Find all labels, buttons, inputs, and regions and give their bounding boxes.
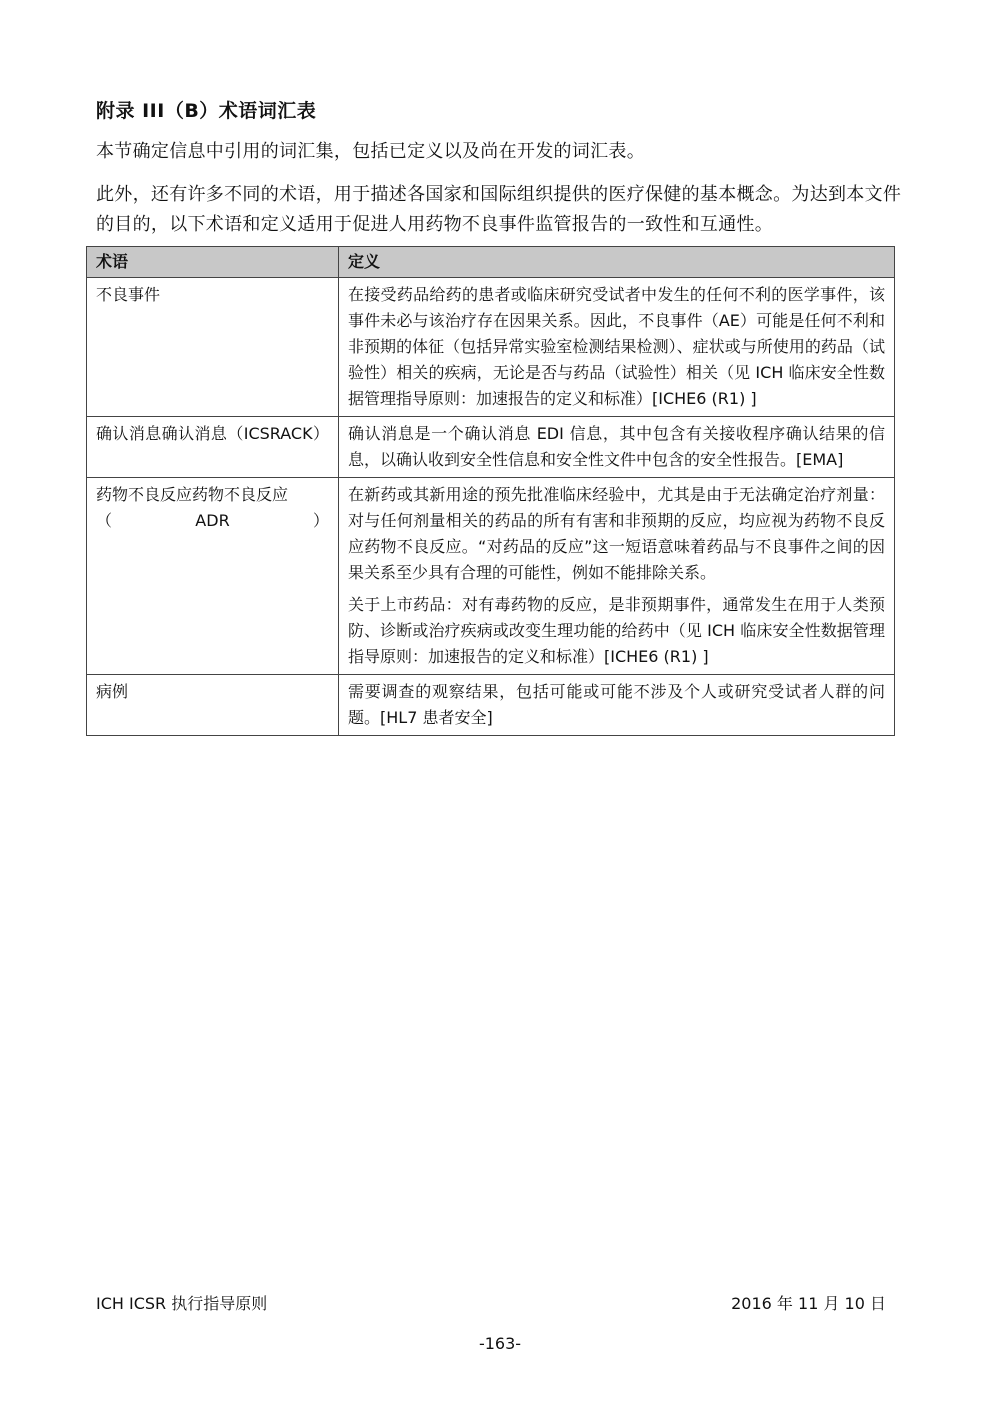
definition-text: 在新药或其新用途的预先批准临床经验中，尤其是由于无法确定治疗剂量：对与任何剂量相关的药品的所有有害和非预期的反应，均应视为药物不良反应药物不良反应。“对药品的反应”这一短语意味着药品与不良事件之间的因果关系至少具有合理的可能性，例如不能排除关系。 [348,485,885,582]
scope-paragraph: 此外，还有许多不同的术语，用于描述各国家和国际组织提供的医疗保健的基本概念。为达到本文件的目的，以下术语和定义适用于促进人用药物不良事件监管报告的一致性和互通性。 [96,184,902,235]
term-cell: 不良事件 [87,278,339,417]
definition-text: 关于上市药品：对有毒药物的反应，是非预期事件，通常发生在用于人类预防、诊断或治疗疾病或改变生理功能的给药中（见 ICH 临床安全性数据管理指导原则：加速报告的定义和标准）[ICHE6 (R1) ] [348,595,885,666]
definition-cell [339,278,895,417]
table-header-row [87,247,895,278]
header-definition: 定义 [339,247,895,278]
page-number: -163- [478,1334,522,1353]
section-heading: 附录 III（B）术语词汇表 [96,100,317,122]
footer-date: 2016 年 11 月 10 日 [731,1294,886,1313]
intro-paragraph: 本节确定信息中引用的词汇集，包括已定义以及尚在开发的词汇表。 [96,141,645,162]
definition-text: 需要调查的观察结果，包括可能或可能不涉及个人或研究受试者人群的问题。[HL7 患者安全] [348,682,885,727]
definition-cell [339,417,895,478]
header-term: 术语 [87,247,339,278]
table-row [87,417,895,478]
definition-cell [339,675,895,736]
definition-text: 在接受药品给药的患者或临床研究受试者中发生的任何不利的医学事件，该事件未必与该治疗存在因果关系。因此，不良事件（AE）可能是任何不利和非预期的体征（包括异常实验室检测结果检测）、症状或与所使用的药品（试验性）相关的疾病，无论是否与药品（试验性）相关（见 ICH 临床安全性数据管理指导原则：加速报告的定义和标准）[ICHE6 (R1) ] [348,285,885,408]
term-cell: 药物不良反应药物不良反应（ADR） [87,478,339,675]
term-cell: 确认消息确认消息（ICSRACK） [87,417,339,478]
glossary-table [86,246,895,736]
table-row [87,278,895,417]
table-row [87,675,895,736]
term-cell: 病例 [87,675,339,736]
definition-text: 确认消息是一个确认消息 EDI 信息，其中包含有关接收程序确认结果的信息，以确认收到安全性信息和安全性文件中包含的安全性报告。[EMA] [348,424,885,469]
table-row [87,478,895,675]
footer-document-title: ICH ICSR 执行指导原则 [96,1294,268,1313]
definition-cell [339,478,895,675]
